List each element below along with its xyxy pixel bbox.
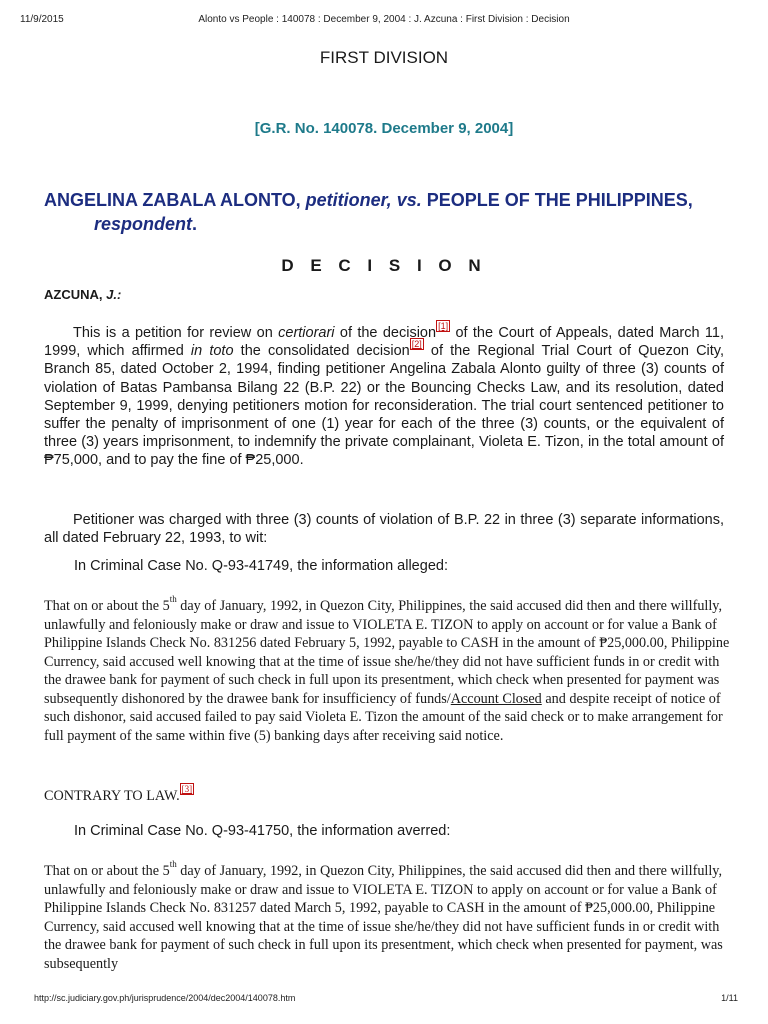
information-2 xyxy=(44,859,734,973)
case1-intro: In Criminal Case No. Q-93-41749, the information alleged: xyxy=(74,558,448,574)
petitioner-role: petitioner, xyxy=(305,190,392,210)
footnote-link-2[interactable]: [2] xyxy=(411,339,422,350)
account-closed: Account Closed xyxy=(450,690,542,707)
source-url: http://sc.judiciary.gov.ph/jurisprudence/2004/dec2004/140078.htm xyxy=(34,993,296,1003)
paragraph-2 xyxy=(44,511,724,547)
footnote-link-1[interactable]: [1] xyxy=(438,321,449,332)
info1-text-c: and despite receipt of notice of such dishonor, said accused failed to pay said Violeta E. Tizon the amount of the said check or to make arrangement for full payment of the same within five (5) banking days after receiving said notice. xyxy=(44,690,723,744)
paragraph-1 xyxy=(44,321,725,470)
versus: vs. xyxy=(396,190,422,210)
info1-text-b: day of January, 1992, in Quezon City, Philippines, the said accused did then and there willfully, unlawfully and feloniously make or draw and issue to VIOLETA E. TIZON to apply on account or for value a Bank of Philippine Islands Check No. 831256 dated February 5, 1992, payable to CASH in the amount of ₱25,000.00, Philippine Currency, said accused well knowing that at the time of issue she/he/they did not have sufficient funds in or credit with the drawee bank for payment of such check in full upon its presentment, which check when presented for payment was subsequently dishonored by the drawee bank for insufficiency of funds/ xyxy=(44,598,730,707)
decision-title: D E C I S I O N xyxy=(281,256,487,275)
contrary-text: CONTRARY TO LAW. xyxy=(44,788,180,804)
para1-in-toto: in toto xyxy=(190,343,234,360)
para1-text-c: of the Court of Appeals, dated March 11, 1999, which affirmed xyxy=(44,325,725,360)
case-caption xyxy=(44,188,734,236)
information-1 xyxy=(44,594,734,745)
para1-text-a: This is a petition for review on xyxy=(73,325,273,341)
print-date: 11/9/2015 xyxy=(20,14,64,25)
ponente-title: J.: xyxy=(106,287,122,302)
caption-end: . xyxy=(192,214,198,234)
gr-number: [G.R. No. 140078. December 9, 2004] xyxy=(254,120,514,137)
info2-text-b: day of January, 1992, in Quezon City, Philippines, the said accused did then and there willfully, unlawfully and feloniously make or draw and issue to VIOLETA E. TIZON to apply on account or for value a Bank of Philippine Islands Check No. 831257 dated March 5, 1992, payable to CASH in the amount of ₱25,000.00, Philippine Currency, said accused well knowing that at the time of issue she/he/they did not have sufficient funds in or credit with the drawee bank for payment of such check in full upon its presentment, which check when presented for payment, was subsequently xyxy=(44,863,723,972)
ponente-name: AZCUNA, xyxy=(44,287,103,302)
contrary-to-law xyxy=(44,784,194,805)
division-heading: FIRST DIVISION xyxy=(319,48,449,67)
ponente xyxy=(44,287,121,302)
para2-text: Petitioner was charged with three (3) counts of violation of B.P. 22 in three (3) separate informations, all dated February 22, 1993, to wit: xyxy=(44,512,724,547)
page-number: 1/11 xyxy=(721,993,738,1003)
footnote-link-3[interactable]: [3] xyxy=(181,784,193,795)
info2-text-a: That on or about the 5 xyxy=(44,863,170,879)
print-page-title: Alonto vs People : 140078 : December 9, 2004 : J. Azcuna : First Division : Decision xyxy=(198,14,570,25)
para1-text-b: of the decision xyxy=(339,325,437,341)
respondent-role: respondent xyxy=(94,214,193,234)
respondent-name: PEOPLE OF THE PHILIPPINES, xyxy=(426,190,693,210)
para1-certiorari: certiorari xyxy=(278,325,335,341)
info2-sup: th xyxy=(169,859,177,870)
info1-sup: th xyxy=(169,594,177,605)
petitioner-name: ANGELINA ZABALA ALONTO, xyxy=(44,190,301,210)
para1-text-d: the consolidated decision xyxy=(240,343,410,360)
info1-text-a: That on or about the 5 xyxy=(44,598,170,614)
para1-text-e: of the Regional Trial Court of Quezon City, Branch 85, dated October 2, 1994, finding petitioner Angelina Zabala Alonto guilty of three (3) counts of violation of Batas Pambansa Bilang 22 (B.P. 22) or the Bouncing Checks Law, and its resolution, dated September 9, 1999, denying petitioners motion for reconsideration. The trial court sentenced petitioner to suffer the penalty of imprisonment of one (1) year for each of the three (3) counts, or the equivalent of three (3) years imprisonment, to indemnify the private complainant, Violeta E. Tizon, in the total amount of ₱75,000, and to pay the fine of ₱25,000. xyxy=(44,343,725,469)
case2-intro: In Criminal Case No. Q-93-41750, the information averred: xyxy=(74,823,451,839)
